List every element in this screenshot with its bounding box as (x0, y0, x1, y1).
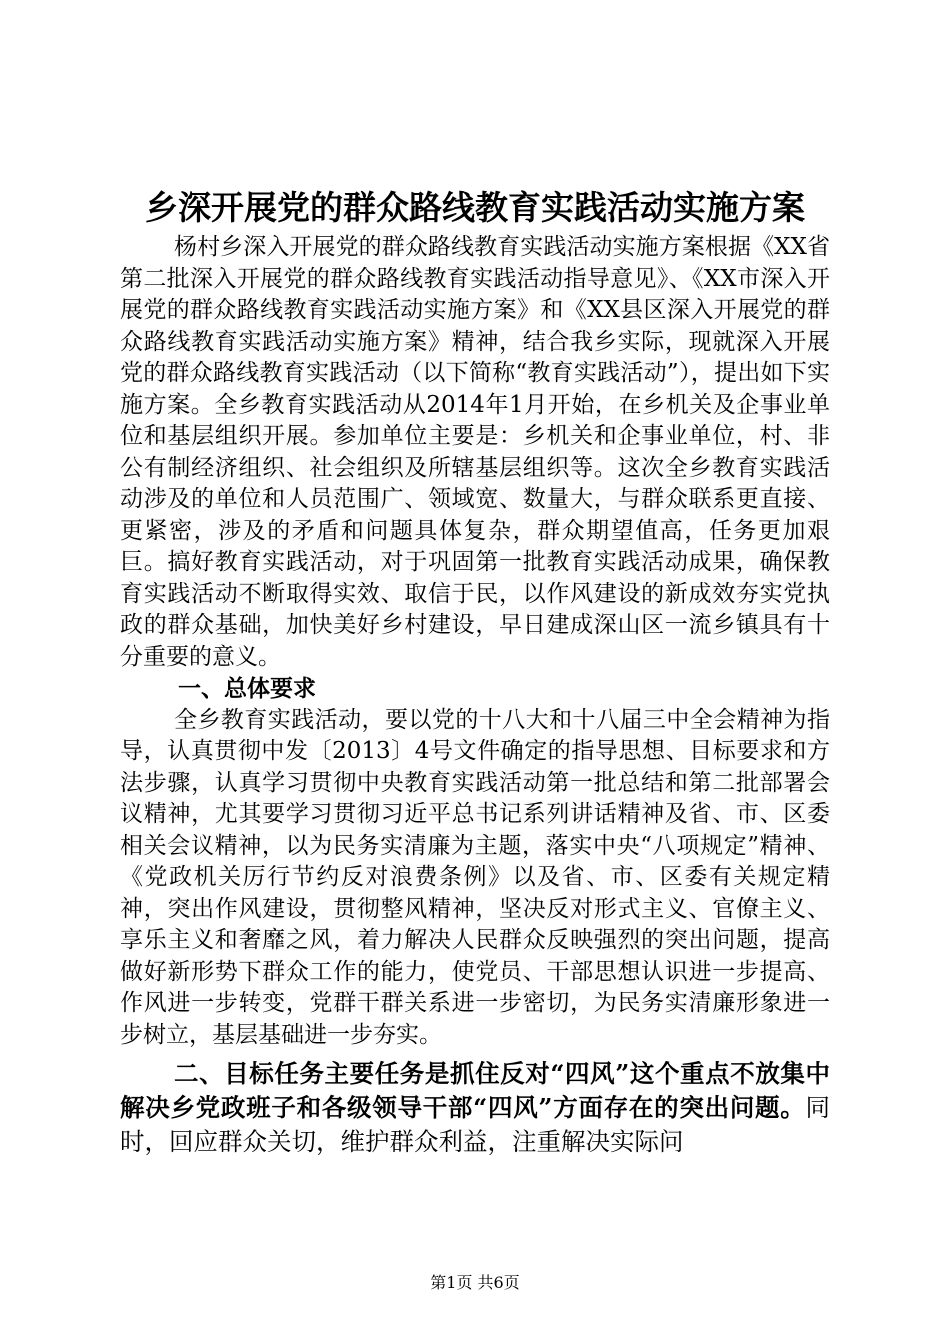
section-1-paragraph: 全乡教育实践活动，要以党的十八大和十八届三中全会精神为指导，认真贯彻中发〔2013〕4号文件确定的指导思想、目标要求和方法步骤，认真学习贯彻中央教育实践活动第一批总结和第二批部署会议精神，尤其要学习贯彻习近平总书记系列讲话精神及省、市、区委相关会议精神，以为民务实清廉为主题，落实中央“八项规定”精神、《党政机关厉行节约反对浪费条例》以及省、市、区委有关规定精神，突出作风建设，贯彻整风精神，坚决反对形式主义、官僚主义、享乐主义和奢靡之风，着力解决人民群众反映强烈的突出问题，提高做好新形势下群众工作的能力，使党员、干部思想认识进一步提高、作风进一步转变，党群干群关系进一步密切，为民务实清廉形象进一步树立，基层基础进一步夯实。 (120, 706, 830, 1048)
section-2-paragraph (120, 1057, 830, 1159)
document-title: 乡深开展党的群众路线教育实践活动实施方案 (145, 188, 805, 227)
intro-paragraph: 杨村乡深入开展党的群众路线教育实践活动实施方案根据《XX省第二批深入开展党的群众路线教育实践活动指导意见》、《XX市深入开展党的群众路线教育实践活动实施方案》和《XX县区深入开展党的群众路线教育实践活动实施方案》精神，结合我乡实际，现就深入开展党的群众路线教育实践活动（以下简称“教育实践活动”），提出如下实施方案。全乡教育实践活动从2014年1月开始，在乡机关及企事业单位和基层组织开展。参加单位主要是：乡机关和企事业单位，村、非公有制经济组织、社会组织及所辖基层组织等。这次全乡教育实践活动涉及的单位和人员范围广、领域宽、数量大，与群众联系更直接、更紧密，涉及的矛盾和问题具体复杂，群众期望值高，任务更加艰巨。搞好教育实践活动，对于巩固第一批教育实践活动成果，确保教育实践活动不断取得实效、取信于民，以作风建设的新成效夯实党执政的群众基础，加快美好乡村建设，早日建成深山区一流乡镇具有十分重要的意义。 (120, 234, 830, 670)
section-2-text: 同时，回应群众关切，维护群众利益，注重解决实际问 (120, 1093, 830, 1156)
section-1-heading: 一、总体要求 (178, 675, 316, 702)
page-footer: 第1页 共6页 (430, 1273, 520, 1292)
section-2-heading: 二、目标任务主要任务是抓住反对“四风”这个重点不放集中解决乡党政班子和各级领导干部“四风”方面存在的突出问题。 (120, 1059, 830, 1122)
document-body (120, 232, 830, 1159)
